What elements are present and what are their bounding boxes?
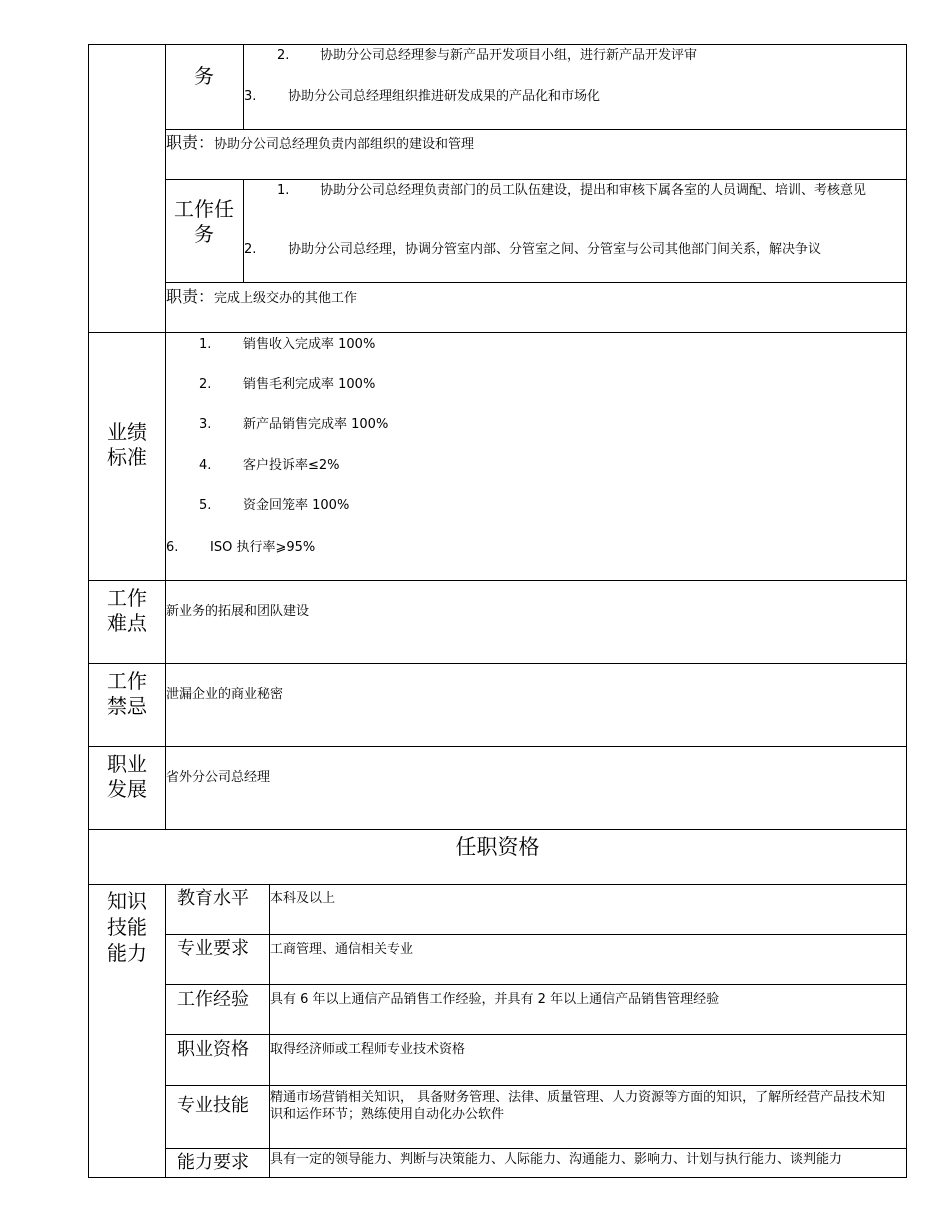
row-divider xyxy=(88,663,907,664)
col-divider xyxy=(165,884,166,1178)
performance-text: 销售收入完成率 100% xyxy=(243,337,376,352)
duty-label: 职责： xyxy=(166,287,215,306)
col-divider xyxy=(243,44,244,130)
qualification-row-value: 工商管理、通信相关专业 xyxy=(270,942,414,957)
row-divider xyxy=(165,282,907,283)
row-divider xyxy=(165,1034,907,1035)
performance-number: 2. xyxy=(199,377,212,392)
task-item-number: 2. xyxy=(277,48,290,63)
qualification-row-value: 具有 6 年以上通信产品销售工作经验，并具有 2 年以上通信产品销售管理经验 xyxy=(270,992,720,1007)
performance-text: ISO 执行率⩾95% xyxy=(210,540,316,555)
qualification-row-label: 职业资格 xyxy=(177,1039,249,1060)
qualification-group-label: 知识技能能力 xyxy=(107,889,147,965)
qualification-row-label: 工作经验 xyxy=(177,989,249,1010)
task-item-number: 3. xyxy=(244,89,257,104)
duty-row xyxy=(166,289,357,307)
performance-number: 6. xyxy=(166,540,179,555)
performance-text: 客户投诉率≤2% xyxy=(243,458,340,473)
qualification-row-value: 具有一定的领导能力、判断与决策能力、人际能力、沟通能力、影响力、计划与执行能力、谈判能力 xyxy=(270,1152,843,1167)
col-divider xyxy=(269,884,270,1178)
row-divider xyxy=(88,746,907,747)
task-item-number: 1. xyxy=(277,183,290,198)
col-divider xyxy=(243,179,244,283)
row-divider xyxy=(88,884,907,885)
row-divider xyxy=(88,580,907,581)
taboo-text: 泄漏企业的商业秘密 xyxy=(166,687,284,702)
performance-text: 新产品销售完成率 100% xyxy=(243,417,389,432)
row-divider xyxy=(165,984,907,985)
performance-text: 资金回笼率 100% xyxy=(243,498,350,513)
task-item-text: 协助分公司总经理参与新产品开发项目小组，进行新产品开发评审 xyxy=(320,48,698,63)
task-item-text: 协助分公司总经理组织推进研发成果的产品化和市场化 xyxy=(288,89,601,104)
performance-number: 4. xyxy=(199,458,212,473)
performance-number: 1. xyxy=(199,337,212,352)
difficulty-label: 工作难点 xyxy=(107,586,147,635)
qualification-row-label: 教育水平 xyxy=(177,888,249,909)
row-divider xyxy=(88,332,907,333)
taboo-label: 工作禁忌 xyxy=(107,669,147,718)
duty-label: 职责： xyxy=(166,133,215,152)
row-divider xyxy=(165,179,907,180)
task-label: 工作任务 xyxy=(174,197,234,246)
duty-text: 完成上级交办的其他工作 xyxy=(214,291,358,306)
row-divider xyxy=(165,129,907,130)
qualification-row-label: 能力要求 xyxy=(177,1152,249,1173)
difficulty-text: 新业务的拓展和团队建设 xyxy=(166,604,310,619)
qualification-row-value: 取得经济师或工程师专业技术资格 xyxy=(270,1042,466,1057)
performance-number: 3. xyxy=(199,417,212,432)
career-label: 职业发展 xyxy=(107,752,147,801)
career-text: 省外分公司总经理 xyxy=(166,770,271,785)
performance-number: 5. xyxy=(199,498,212,513)
performance-label: 业绩标准 xyxy=(107,420,147,469)
task-item-text: 协助分公司总经理，协调分管室内部、分管室之间、分管室与公司其他部门间关系，解决争议 xyxy=(288,242,822,257)
row-divider xyxy=(165,934,907,935)
qualification-title: 任职资格 xyxy=(455,835,540,859)
duty-text: 协助分公司总经理负责内部组织的建设和管理 xyxy=(214,137,475,152)
task-item-number: 2. xyxy=(244,242,257,257)
row-divider xyxy=(88,829,907,830)
qualification-row-value: 精通市场营销相关知识， 具备财务管理、法律、质量管理、人力资源等方面的知识，了解所经营产品技术知识和运作环节；熟练使用自动化办公软件 xyxy=(270,1090,886,1122)
performance-text: 销售毛利完成率 100% xyxy=(243,377,376,392)
qualification-row-value: 本科及以上 xyxy=(270,891,336,906)
row-divider xyxy=(165,1148,907,1149)
task-item-text: 协助分公司总经理负责部门的员工队伍建设，提出和审核下属各室的人员调配、培训、考核意见 xyxy=(320,183,867,198)
qualification-row-label: 专业要求 xyxy=(177,938,249,959)
col-divider xyxy=(165,44,166,830)
row-divider xyxy=(165,1085,907,1086)
task-label-tail: 务 xyxy=(194,64,214,88)
qualification-row-label: 专业技能 xyxy=(177,1095,249,1116)
duty-row xyxy=(166,135,474,153)
